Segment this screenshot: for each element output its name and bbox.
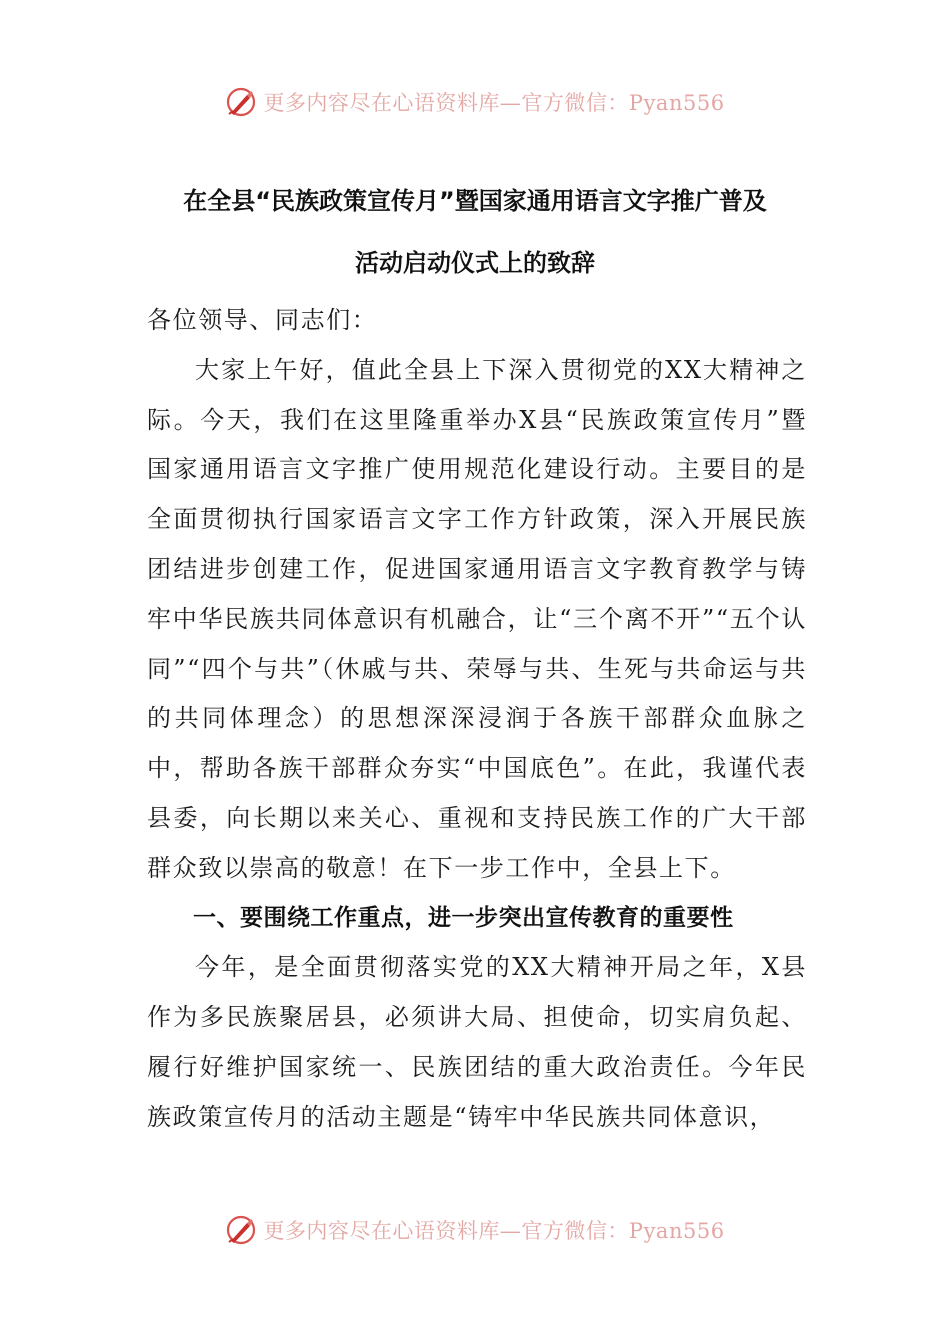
document-body [147,296,807,1143]
title-line-2: 活动启动仪式上的致辞 [355,249,595,277]
pen-circle-logo-icon [225,1214,257,1246]
title-line-1: 在全县“民族政策宣传月”暨国家通用语言文字推广普及 [183,187,767,215]
watermark-text: 更多内容尽在心语资料库—官方微信：Pyan556 [263,91,725,115]
watermark-footer [0,1210,950,1250]
watermark-header [0,82,950,122]
salutation: 各位领导、同志们： [147,306,378,334]
paragraph-2: 今年，是全面贯彻落实党的XX大精神开局之年，X县作为多民族聚居县，必须讲大局、担使命，切实肩负起、履行好维护国家统一、民族团结的重大政治责任。今年民族政策宣传月的活动主题是“铸牢中华民族共同体意识， [147,953,807,1131]
section-heading-1: 一、要围绕工作重点，进一步突出宣传教育的重要性 [193,904,734,931]
pen-circle-logo-icon [225,86,257,118]
document-title [120,170,830,294]
watermark-text: 更多内容尽在心语资料库—官方微信：Pyan556 [263,1219,725,1243]
paragraph-1: 大家上午好，值此全县上下深入贯彻党的XX大精神之际。今天，我们在这里隆重举办X县“民族政策宣传月”暨国家通用语言文字推广使用规范化建设行动。主要目的是全面贯彻执行国家语言文字工作方针政策，深入开展民族团结进步创建工作，促进国家通用语言文字教育教学与铸牢中华民族共同体意识有机融合，让“三个离不开”“五个认同”“四个与共”（休戚与共、荣辱与共、生死与共命运与共的共同体理念）的思想深深浸润于各族干部群众血脉之中，帮助各族干部群众夯实“中国底色”。在此，我谨代表县委，向长期以来关心、重视和支持民族工作的广大干部群众致以崇高的敬意！在下一步工作中，全县上下。 [147,355,807,882]
